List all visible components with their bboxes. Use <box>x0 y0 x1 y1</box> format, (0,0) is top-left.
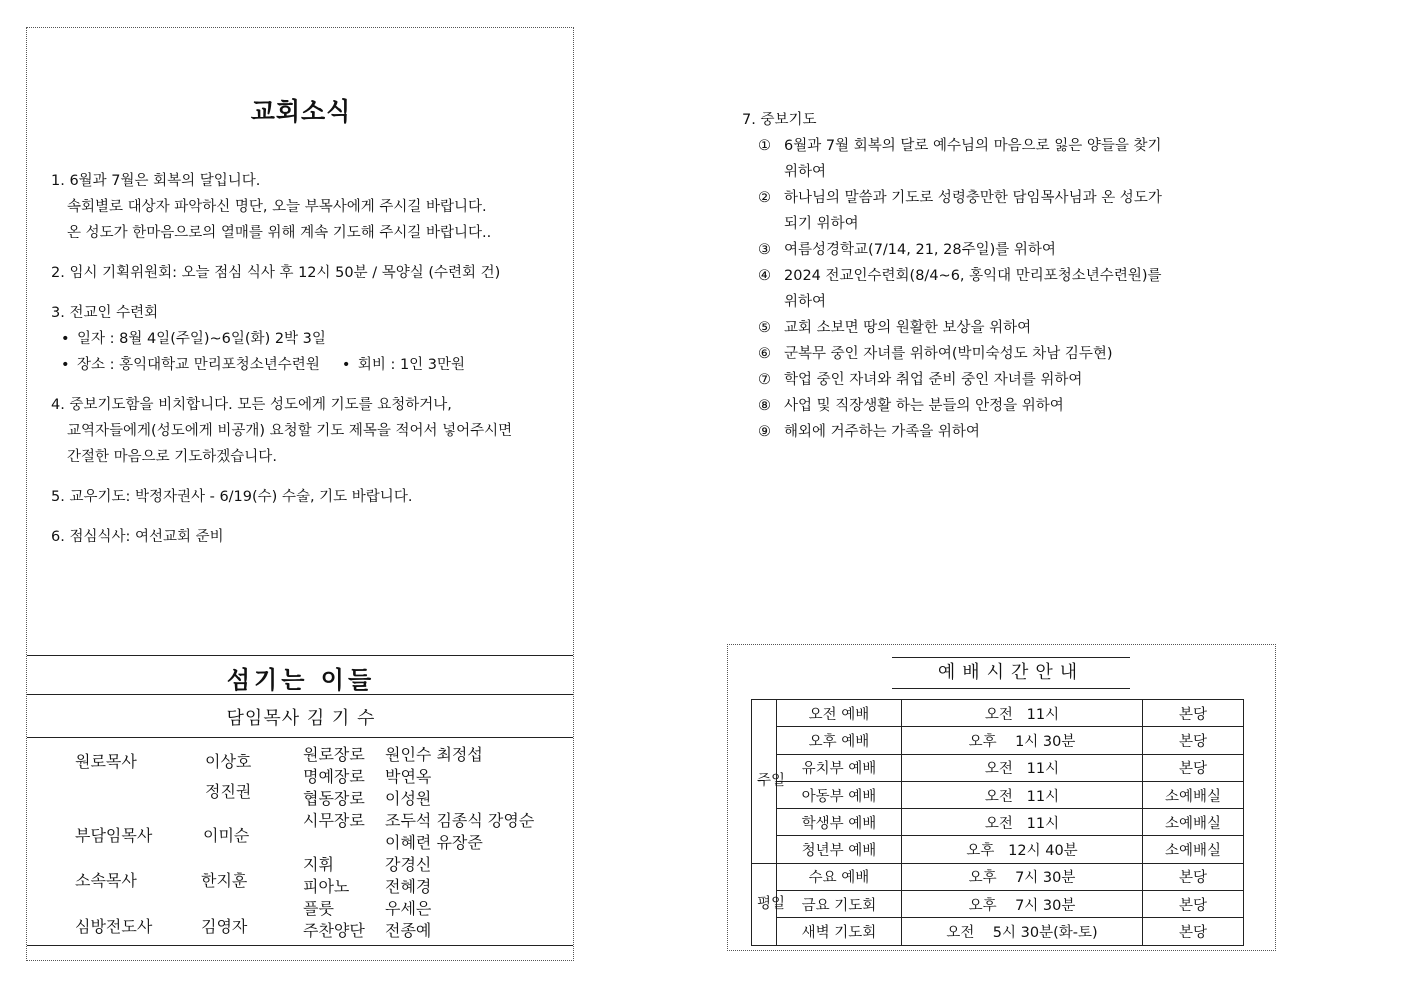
senior-pastor: 담임목사 김 기 수 <box>226 708 376 729</box>
prayer-text: 군복무 중인 자녀를 위하여(박미숙성도 차남 김두현) <box>784 346 1113 362</box>
elder-label: 피아노 <box>303 877 350 896</box>
news-line: 일자 : 8월 4일(주일)~6일(화) 2박 3일 <box>77 331 326 347</box>
prayer-number: ⑨ <box>758 424 771 440</box>
staff-name: 정진권 <box>205 782 252 801</box>
service-name: 금요 기도회 <box>777 891 902 918</box>
news-item-3 <box>51 300 571 378</box>
staff-name: 이상호 <box>205 752 252 771</box>
news-line: 회비 : 1인 3만원 <box>357 357 466 373</box>
service-name: 오후 예배 <box>777 727 902 754</box>
table-row <box>752 891 1244 918</box>
service-time: 오전 11시 <box>902 700 1143 727</box>
prayer-text: 해외에 거주하는 가족을 위하여 <box>784 424 980 440</box>
news-line: 교역자들에게(성도에게 비공개) 요청할 기도 제목을 적어서 넣어주시면 <box>67 423 513 439</box>
divider <box>27 737 573 738</box>
service-time: 오전 11시 <box>902 809 1143 836</box>
table-row <box>752 809 1244 836</box>
elder-label: 원로장로 <box>303 745 365 764</box>
service-time: 오후 12시 40분 <box>902 836 1143 863</box>
servants-title: 섬기는 이들 <box>226 666 376 694</box>
staff-row <box>75 749 251 772</box>
service-time: 오후 7시 30분 <box>902 863 1143 890</box>
elder-row <box>303 810 534 832</box>
staff-row <box>205 779 251 802</box>
staff-row <box>75 868 247 891</box>
prayer-items <box>742 133 1222 445</box>
news-item-1 <box>51 168 571 246</box>
news-line: 장소 : 홍익대학교 만리포청소년수련원 <box>77 357 320 373</box>
news-title: 교회소식 <box>250 97 352 126</box>
prayer-number: ① <box>758 138 771 154</box>
news-line: 4. 중보기도함을 비치합니다. 모든 성도에게 기도를 요청하거나, <box>51 397 452 413</box>
service-place: 소예배실 <box>1143 781 1244 808</box>
service-name: 오전 예배 <box>777 700 902 727</box>
prayer-text: 6월과 7월 회복의 달로 예수님의 마음으로 잃은 양들을 찾기 <box>784 138 1162 154</box>
service-place: 소예배실 <box>1143 836 1244 863</box>
prayer-text-cont: 위하여 <box>784 294 827 310</box>
worship-table <box>751 699 1244 946</box>
news-line: 간절한 마음으로 기도하겠습니다. <box>67 449 277 465</box>
service-place: 본당 <box>1143 700 1244 727</box>
news-line: 3. 전교인 수련회 <box>51 305 159 321</box>
bullet-icon: • <box>61 331 70 347</box>
prayer-item <box>742 263 1222 289</box>
service-time: 오전 11시 <box>902 781 1143 808</box>
prayer-text: 하나님의 말씀과 기도로 성령충만한 담임목사님과 온 성도가 <box>784 190 1162 206</box>
elder-label: 지휘 <box>303 855 334 874</box>
group-label: 주일 <box>757 773 786 790</box>
news-line: 온 성도가 한마음으로의 열매를 위해 계속 기도해 주시길 바랍니다.. <box>67 225 492 241</box>
news-item-6 <box>51 524 571 550</box>
prayer-item <box>742 237 1222 263</box>
news-bullet <box>51 352 571 378</box>
service-name: 새벽 기도회 <box>777 918 902 945</box>
news-line: 2. 임시 기획위원회: 오늘 점심 식사 후 12시 50분 / 목양실 (수련회 건) <box>51 265 501 281</box>
table-row <box>752 836 1244 863</box>
divider <box>27 655 573 656</box>
service-place: 본당 <box>1143 891 1244 918</box>
elder-names: 원인수 최정섭 <box>385 745 483 764</box>
news-line: 6. 점심식사: 여선교회 준비 <box>51 529 224 545</box>
elder-label: 협동장로 <box>303 789 365 808</box>
staff-row <box>75 823 249 846</box>
divider <box>27 945 573 946</box>
elder-names: 이성원 <box>385 789 432 808</box>
prayer-item <box>742 341 1222 367</box>
prayer-text: 여름성경학교(7/14, 21, 28주일)를 위하여 <box>784 242 1056 258</box>
prayer-number: ⑥ <box>758 346 771 362</box>
elder-names: 이혜련 유장준 <box>385 833 483 852</box>
prayer-number: ⑤ <box>758 320 771 336</box>
prayer-item <box>742 367 1222 393</box>
service-name: 청년부 예배 <box>777 836 902 863</box>
left-panel <box>26 27 574 961</box>
elder-names: 박연옥 <box>385 767 432 786</box>
prayer-item <box>742 133 1222 159</box>
elders-list <box>303 744 534 942</box>
bullet-icon: • <box>341 357 351 373</box>
elder-label: 시무장로 <box>303 811 365 830</box>
service-place: 본당 <box>1143 754 1244 781</box>
news-list <box>51 168 571 564</box>
elder-row <box>303 832 534 854</box>
service-time: 오후 1시 30분 <box>902 727 1143 754</box>
elder-row <box>303 788 534 810</box>
table-row <box>752 863 1244 890</box>
weekday-group <box>752 863 786 945</box>
service-time: 오전 5시 30분(화-토) <box>902 918 1143 945</box>
service-name: 학생부 예배 <box>777 809 902 836</box>
staff-name: 김영자 <box>201 917 248 936</box>
news-line: 1. 6월과 7월은 회복의 달입니다. <box>51 173 261 189</box>
elder-names: 강경신 <box>385 855 432 874</box>
staff-label: 부담임목사 <box>75 826 153 845</box>
news-bullet <box>51 326 571 352</box>
service-time: 오후 7시 30분 <box>902 891 1143 918</box>
elder-names: 우세은 <box>385 899 432 918</box>
prayer-number: ⑦ <box>758 372 771 388</box>
group-label: 평일 <box>757 896 786 913</box>
news-item-2 <box>51 260 571 286</box>
bullet-icon: • <box>61 357 70 373</box>
divider <box>27 694 573 695</box>
prayer-item <box>742 419 1222 445</box>
elder-row <box>303 920 534 942</box>
news-line: 5. 교우기도: 박정자권사 - 6/19(수) 수술, 기도 바랍니다. <box>51 489 413 505</box>
staff-name: 이미순 <box>203 826 250 845</box>
elder-names: 전종예 <box>385 921 432 940</box>
prayer-number: ⑧ <box>758 398 771 414</box>
service-place: 소예배실 <box>1143 809 1244 836</box>
prayer-number: ④ <box>758 268 771 284</box>
service-name: 유치부 예배 <box>777 754 902 781</box>
elder-row <box>303 854 534 876</box>
prayer-number: ③ <box>758 242 771 258</box>
staff-label: 심방전도사 <box>75 917 153 936</box>
staff-label: 소속목사 <box>75 871 137 890</box>
prayer-text-cont: 위하여 <box>784 164 827 180</box>
service-place: 본당 <box>1143 918 1244 945</box>
service-name: 아동부 예배 <box>777 781 902 808</box>
elder-label: 명예장로 <box>303 767 365 786</box>
sunday-group <box>752 700 786 864</box>
elder-row <box>303 876 534 898</box>
service-name: 수요 예배 <box>777 863 902 890</box>
prayer-text: 사업 및 직장생활 하는 분들의 안정을 위하여 <box>784 398 1064 414</box>
prayer-item <box>742 185 1222 211</box>
service-place: 본당 <box>1143 727 1244 754</box>
prayer-text-cont: 되기 위하여 <box>784 216 859 232</box>
prayer-item <box>742 315 1222 341</box>
service-place: 본당 <box>1143 863 1244 890</box>
prayer-section <box>742 107 1222 445</box>
table-row <box>752 700 1244 727</box>
elder-row <box>303 898 534 920</box>
worship-panel <box>727 644 1276 951</box>
service-time: 오전 11시 <box>902 754 1143 781</box>
news-item-5 <box>51 484 571 510</box>
staff-label: 원로목사 <box>75 752 137 771</box>
table-row <box>752 727 1244 754</box>
elder-names: 전혜경 <box>385 877 432 896</box>
prayer-heading: 7. 중보기도 <box>742 112 817 128</box>
staff-name: 한지훈 <box>201 871 248 890</box>
prayer-item <box>742 393 1222 419</box>
elder-names: 조두석 김종식 강영순 <box>385 811 535 830</box>
staff-row <box>75 914 247 937</box>
prayer-text: 2024 전교인수련회(8/4~6, 홍익대 만리포청소년수련원)를 <box>784 268 1162 284</box>
prayer-number: ② <box>758 190 771 206</box>
news-line: 속회별로 대상자 파악하신 명단, 오늘 부목사에게 주시길 바랍니다. <box>67 199 487 215</box>
elder-row <box>303 744 534 766</box>
prayer-text: 교회 소보면 땅의 원활한 보상을 위하여 <box>784 320 1032 336</box>
worship-title: 예배시간안내 <box>892 657 1130 689</box>
elder-label: 플룻 <box>303 899 334 918</box>
prayer-text: 학업 중인 자녀와 취업 준비 중인 자녀를 위하여 <box>784 372 1083 388</box>
elder-label: 주찬양단 <box>303 921 365 940</box>
table-row <box>752 918 1244 945</box>
table-row <box>752 754 1244 781</box>
elder-row <box>303 766 534 788</box>
news-item-4 <box>51 392 571 470</box>
table-row <box>752 781 1244 808</box>
